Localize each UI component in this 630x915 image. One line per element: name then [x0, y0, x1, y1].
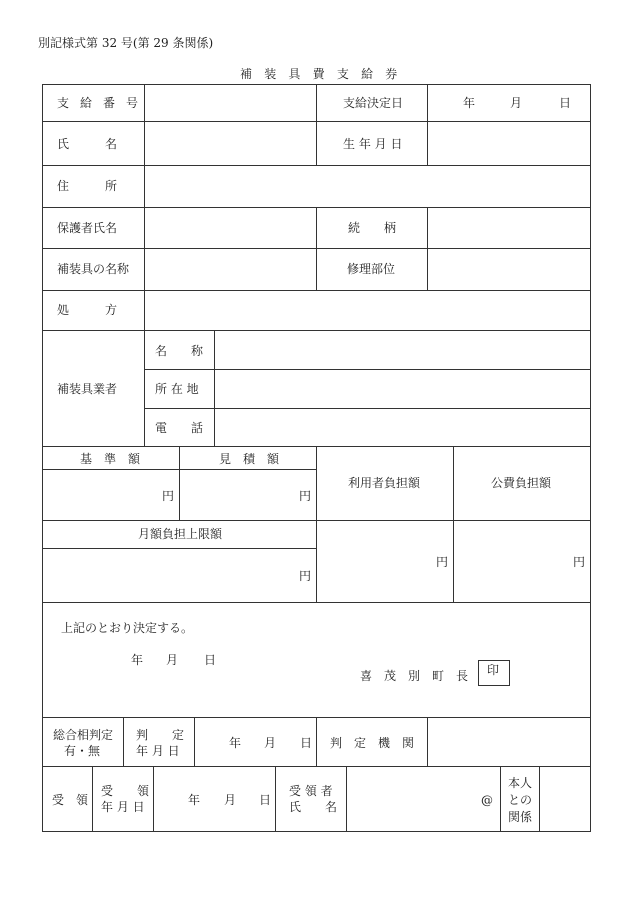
label-relation-1: 本人	[508, 776, 533, 790]
col-divider	[427, 717, 428, 767]
label-juryo-date-2: 年 月 日	[101, 800, 145, 814]
label-zokugara: 続 柄	[348, 221, 397, 235]
col-divider	[316, 717, 317, 767]
label-recipient-2: 氏 名	[289, 800, 338, 814]
label-sogo-hantei: 総合相判定	[53, 728, 114, 742]
label-hantei-date: 年 月 日	[136, 744, 180, 758]
label-vendor-name: 名 称	[155, 344, 204, 358]
hantei-month: 月	[264, 736, 277, 750]
juryo-month: 月	[224, 793, 237, 807]
col-divider	[194, 717, 195, 767]
label-hosogu-meisho: 補装具の名称	[57, 262, 130, 276]
col-divider	[500, 766, 501, 831]
label-vendor-phone: 電 話	[155, 421, 204, 435]
col-divider	[179, 446, 180, 521]
col-divider	[316, 84, 317, 166]
form-reference: 別記様式第 32 号(第 29 条関係)	[38, 36, 214, 50]
label-vendor-address: 所 在 地	[155, 382, 199, 396]
label-shuri-bui: 修理部位	[347, 262, 396, 276]
date-month: 月	[510, 96, 523, 110]
label-juryo: 受 領	[52, 793, 89, 807]
row-divider	[144, 369, 590, 370]
label-relation-2: との	[508, 793, 533, 807]
juryo-day: 日	[259, 793, 272, 807]
label-kijun-gaku: 基 準 額	[80, 452, 141, 466]
label-seinengappi: 生 年 月 日	[343, 137, 403, 151]
col-divider	[427, 84, 428, 166]
mayor-title: 喜 茂 別 町 長	[360, 669, 469, 683]
col-divider	[316, 207, 317, 291]
label-hantei-kikan: 判 定 機 関	[330, 736, 415, 750]
col-divider	[346, 766, 347, 831]
label-riyosha-futan: 利用者負担額	[348, 476, 421, 490]
col-divider	[316, 446, 317, 603]
form-title: 補 装 具 費 支 給 券	[240, 67, 402, 81]
label-shikyu-bango: 支 給 番 号	[57, 96, 142, 110]
label-juryo-date-1: 受 領	[101, 784, 150, 798]
decision-month: 月	[166, 653, 179, 667]
label-shikyu-kettei-bi: 支給決定日	[343, 96, 404, 110]
juryo-year: 年	[188, 793, 201, 807]
label-hogosha-shimei: 保護者氏名	[57, 221, 118, 235]
col-divider	[144, 165, 145, 447]
col-divider	[153, 766, 154, 831]
row-divider	[42, 330, 590, 331]
decision-year: 年	[131, 653, 144, 667]
hantei-day: 日	[300, 736, 313, 750]
date-day: 日	[559, 96, 572, 110]
label-mitsumori-gaku: 見 積 額	[219, 452, 280, 466]
row-divider	[144, 408, 590, 409]
label-shimei: 氏 名	[57, 137, 118, 151]
seal-at-mark: @	[481, 793, 493, 807]
label-shoho: 処 方	[57, 303, 118, 317]
col-divider	[214, 330, 215, 447]
col-divider	[92, 766, 93, 831]
col-divider	[123, 717, 124, 767]
label-kohi-futan: 公費負担額	[491, 476, 552, 490]
col-divider	[427, 207, 428, 291]
label-relation-3: 関係	[508, 810, 533, 824]
col-divider	[275, 766, 276, 831]
label-hantei: 判 定	[136, 728, 185, 742]
col-divider	[453, 446, 454, 603]
hantei-year: 年	[229, 736, 242, 750]
label-recipient-1: 受 領 者	[289, 784, 333, 798]
col-divider	[144, 84, 145, 166]
yen-unit-kohi: 円	[573, 555, 586, 569]
label-sogo-ari-nashi: 有・無	[64, 744, 101, 758]
yen-unit-gekkan: 円	[299, 569, 312, 583]
yen-unit-kijun: 円	[162, 489, 175, 503]
decision-day: 日	[204, 653, 217, 667]
yen-unit-mitsumori: 円	[299, 489, 312, 503]
col-divider	[539, 766, 540, 831]
label-jusho: 住 所	[57, 179, 118, 193]
yen-unit-riyosha: 円	[436, 555, 449, 569]
decision-statement: 上記のとおり決定する。	[61, 621, 194, 635]
date-year: 年	[463, 96, 476, 110]
label-gekkan-joken: 月額負担上限額	[138, 527, 223, 541]
label-hosogu-gyosha: 補装具業者	[57, 382, 118, 396]
seal-mark: 印	[487, 663, 500, 677]
row-divider	[42, 548, 316, 549]
